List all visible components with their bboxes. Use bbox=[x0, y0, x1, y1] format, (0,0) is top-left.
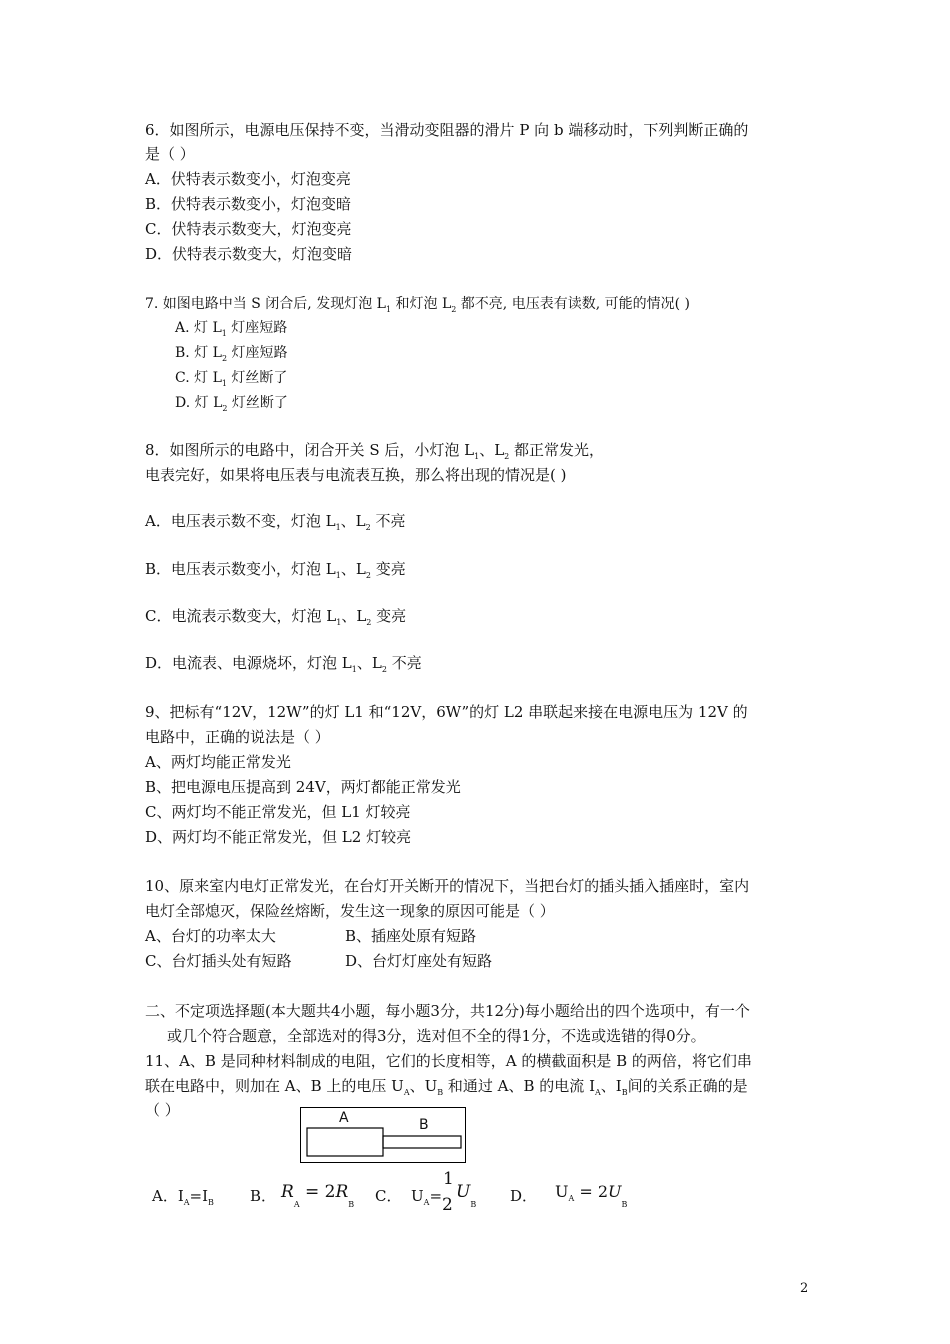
resistor-figure bbox=[300, 1107, 466, 1163]
q7-stem bbox=[145, 295, 690, 313]
q7-stem-sub2: 2 bbox=[451, 305, 457, 314]
q8-option-d bbox=[145, 654, 422, 672]
q11-stem2-mid2: 和通过 A、B 的电流 I bbox=[443, 1077, 595, 1095]
q11-option-d-formula bbox=[555, 1182, 628, 1209]
q8-stem-line2: 电表完好，如果将电压表与电流表互换，那么将出现的情况是( ) bbox=[145, 466, 567, 484]
q11-option-c-lhs bbox=[411, 1187, 442, 1205]
q7-stem-part2: 和灯泡 L bbox=[391, 296, 452, 312]
q11-stem2-post: 间的关系正确的是 bbox=[627, 1077, 748, 1095]
q8-a-sub2: 2 bbox=[365, 523, 371, 532]
q8-a-sub1: 1 bbox=[335, 523, 341, 532]
q11-sub-a2: A bbox=[595, 1088, 601, 1097]
q11-b-eq: = 2 bbox=[299, 1182, 336, 1202]
q8-stem-sub2: 2 bbox=[504, 452, 510, 461]
resistor-b-shape bbox=[383, 1136, 461, 1148]
q7-d-post: 灯丝断了 bbox=[227, 395, 288, 411]
q8-d-pre: D．电流表、电源烧坏，灯泡 L bbox=[145, 654, 352, 672]
q7-a-pre: A. 灯 L bbox=[175, 320, 222, 336]
q9-option-d: D、两灯均不能正常发光，但 L2 灯较亮 bbox=[145, 828, 412, 846]
q11-option-d-label: D． bbox=[510, 1187, 538, 1205]
q11-option-c-denominator: 2 bbox=[442, 1195, 453, 1215]
q7-option-b bbox=[175, 344, 287, 362]
q11-b-sub1: A bbox=[293, 1200, 300, 1209]
q11-c-eq: = bbox=[429, 1187, 443, 1205]
resistor-a-shape bbox=[307, 1128, 383, 1156]
q7-a-post: 灯座短路 bbox=[226, 320, 288, 336]
q9-option-c: C、两灯均不能正常发光，但 L1 灯较亮 bbox=[145, 803, 411, 821]
q6-option-c: C．伏特表示数变大，灯泡变亮 bbox=[145, 220, 352, 238]
q11-option-c-rhs bbox=[456, 1182, 477, 1209]
q7-a-sub: 1 bbox=[221, 329, 227, 338]
q11-stem2-pre: 联在电路中，则加在 A、B 上的电压 U bbox=[145, 1077, 404, 1095]
q11-d-u1: U bbox=[555, 1182, 569, 1201]
q8-d-post: 不亮 bbox=[386, 654, 422, 672]
q8-b-sub1: 1 bbox=[335, 571, 341, 580]
q11-option-b-label: B． bbox=[250, 1187, 277, 1205]
q10-option-b: B、插座处原有短路 bbox=[345, 927, 477, 945]
q11-a-sub1: A bbox=[183, 1198, 190, 1207]
q8-stem-post: 都正常发光， bbox=[509, 441, 605, 459]
q11-a-pre: A．I bbox=[152, 1187, 184, 1205]
q7-option-a bbox=[175, 319, 287, 337]
q9-option-a: A、两灯均能正常发光 bbox=[145, 753, 291, 771]
q11-a-mid: =I bbox=[189, 1187, 209, 1205]
q8-b-sub2: 2 bbox=[365, 571, 371, 580]
section2-heading-line1: 二、不定项选择题(本大题共4小题，每小题3分，共12分)每小题给出的四个选项中，有一个 bbox=[145, 1002, 750, 1020]
q7-option-c bbox=[175, 369, 287, 387]
q6-stem-line2: 是（ ） bbox=[145, 145, 195, 163]
q11-sub-b1: B bbox=[437, 1088, 444, 1097]
q7-stem-part3: 都不亮, 电压表有读数, 可能的情况( ) bbox=[456, 296, 690, 312]
q8-a-pre: A．电压表示数不变，灯泡 L bbox=[145, 512, 336, 530]
q8-c-sub1: 1 bbox=[336, 618, 342, 627]
q11-stem2-mid1: 、U bbox=[409, 1077, 438, 1095]
q8-b-pre: B．电压表示数变小，灯泡 L bbox=[145, 560, 336, 578]
q11-d-eq: = 2 bbox=[574, 1182, 609, 1201]
q8-d-mid: 、L bbox=[356, 654, 382, 672]
q10-stem-line2: 电灯全部熄灭，保险丝熔断，发生这一现象的原因可能是（ ） bbox=[145, 902, 555, 920]
q7-stem-sub1: 1 bbox=[385, 305, 392, 314]
q8-c-sub2: 2 bbox=[366, 618, 372, 627]
q11-option-a bbox=[152, 1187, 214, 1205]
q7-c-post: 灯丝断了 bbox=[226, 370, 288, 386]
q9-option-b: B、把电源电压提高到 24V，两灯都能正常发光 bbox=[145, 778, 461, 796]
q8-d-sub2: 2 bbox=[381, 665, 387, 674]
q7-c-pre: C. 灯 L bbox=[175, 370, 222, 386]
page-number: 2 bbox=[800, 1281, 809, 1296]
q8-c-pre: C．电流表示数变大，灯泡 L bbox=[145, 607, 337, 625]
q11-a-sub2: B bbox=[208, 1198, 214, 1207]
q10-option-a: A、台灯的功率太大 bbox=[145, 927, 276, 945]
q9-stem-line1: 9、把标有“12V，12W”的灯 L1 和“12V，6W”的灯 L2 串联起来接在电源电压为 12V 的 bbox=[145, 703, 748, 721]
q11-b-sub2: B bbox=[348, 1200, 355, 1209]
q8-stem-pre: 8．如图所示的电路中，闭合开关 S 后，小灯泡 L bbox=[145, 441, 475, 459]
q10-option-c: C、台灯插头处有短路 bbox=[145, 952, 292, 970]
q8-b-post: 变亮 bbox=[370, 560, 406, 578]
q11-stem-line3: （ ） bbox=[145, 1101, 180, 1119]
q11-d-sub1: A bbox=[568, 1194, 575, 1203]
resistor-b-label: B bbox=[419, 1117, 429, 1133]
q11-sub-b2: B bbox=[621, 1088, 628, 1097]
q11-c-u1: U bbox=[411, 1187, 424, 1205]
q7-stem-part1: 7. 如图电路中当 S 闭合后, 发现灯泡 L bbox=[145, 296, 386, 312]
q11-stem-line2 bbox=[145, 1077, 748, 1095]
q8-d-sub1: 1 bbox=[351, 665, 357, 674]
q8-option-a bbox=[145, 512, 406, 530]
q8-b-mid: 、L bbox=[340, 560, 366, 578]
q7-b-pre: B. 灯 L bbox=[175, 345, 222, 361]
q11-option-c-numerator: 1 bbox=[443, 1169, 454, 1189]
q8-stem-sub1: 1 bbox=[474, 452, 480, 461]
q7-b-post: 灯座短路 bbox=[227, 345, 288, 361]
q6-option-b: B．伏特表示数变小，灯泡变暗 bbox=[145, 195, 352, 213]
q7-option-d bbox=[175, 394, 288, 412]
q8-c-mid: 、L bbox=[341, 607, 367, 625]
q11-stem-line1: 11、A、B 是同种材料制成的电阻，它们的长度相等，A 的横截面积是 B 的两倍，将它们串 bbox=[145, 1052, 752, 1070]
q11-b-r1: R bbox=[281, 1182, 294, 1202]
q11-d-sub2: B bbox=[621, 1200, 628, 1209]
q10-option-d: D、台灯灯座处有短路 bbox=[345, 952, 493, 970]
q11-b-r2: R bbox=[335, 1182, 349, 1202]
q7-b-sub: 2 bbox=[221, 354, 228, 363]
q11-option-c-label: C． bbox=[375, 1187, 402, 1205]
q7-d-pre: D. 灯 L bbox=[175, 395, 223, 411]
q6-option-d: D．伏特表示数变大，灯泡变暗 bbox=[145, 245, 353, 263]
q11-c-sub1: A bbox=[423, 1198, 430, 1207]
resistor-diagram bbox=[301, 1108, 465, 1162]
q8-a-post: 不亮 bbox=[370, 512, 406, 530]
q8-option-b bbox=[145, 560, 406, 578]
resistor-a-label: A bbox=[339, 1110, 349, 1126]
q6-option-a: A．伏特表示数变小，灯泡变亮 bbox=[145, 170, 351, 188]
q7-c-sub: 1 bbox=[221, 379, 227, 388]
q8-a-mid: 、L bbox=[340, 512, 366, 530]
q11-sub-a1: A bbox=[403, 1088, 410, 1097]
section2-heading-line2: 或几个符合题意，全部选对的得3分，选对但不全的得1分，不选或选错的得0分。 bbox=[167, 1027, 706, 1045]
q11-option-b-formula bbox=[281, 1182, 355, 1209]
q8-c-post: 变亮 bbox=[371, 607, 407, 625]
q7-d-sub: 2 bbox=[222, 404, 228, 413]
q10-stem-line1: 10、原来室内电灯正常发光，在台灯开关断开的情况下，当把台灯的插头插入插座时，室内 bbox=[145, 877, 750, 895]
q11-stem2-mid3: 、I bbox=[600, 1077, 622, 1095]
q11-d-u2: U bbox=[608, 1182, 622, 1201]
q11-c-u2: U bbox=[456, 1182, 471, 1202]
q8-option-c bbox=[145, 607, 406, 625]
q9-stem-line2: 电路中，正确的说法是（ ） bbox=[145, 728, 330, 746]
q6-stem-line1: 6．如图所示，电源电压保持不变，当滑动变阻器的滑片 P 向 b 端移动时，下列判断正确的 bbox=[145, 121, 749, 139]
q8-stem-line1 bbox=[145, 441, 604, 459]
q8-stem-mid: 、L bbox=[479, 441, 505, 459]
q11-c-sub2: B bbox=[470, 1200, 477, 1209]
